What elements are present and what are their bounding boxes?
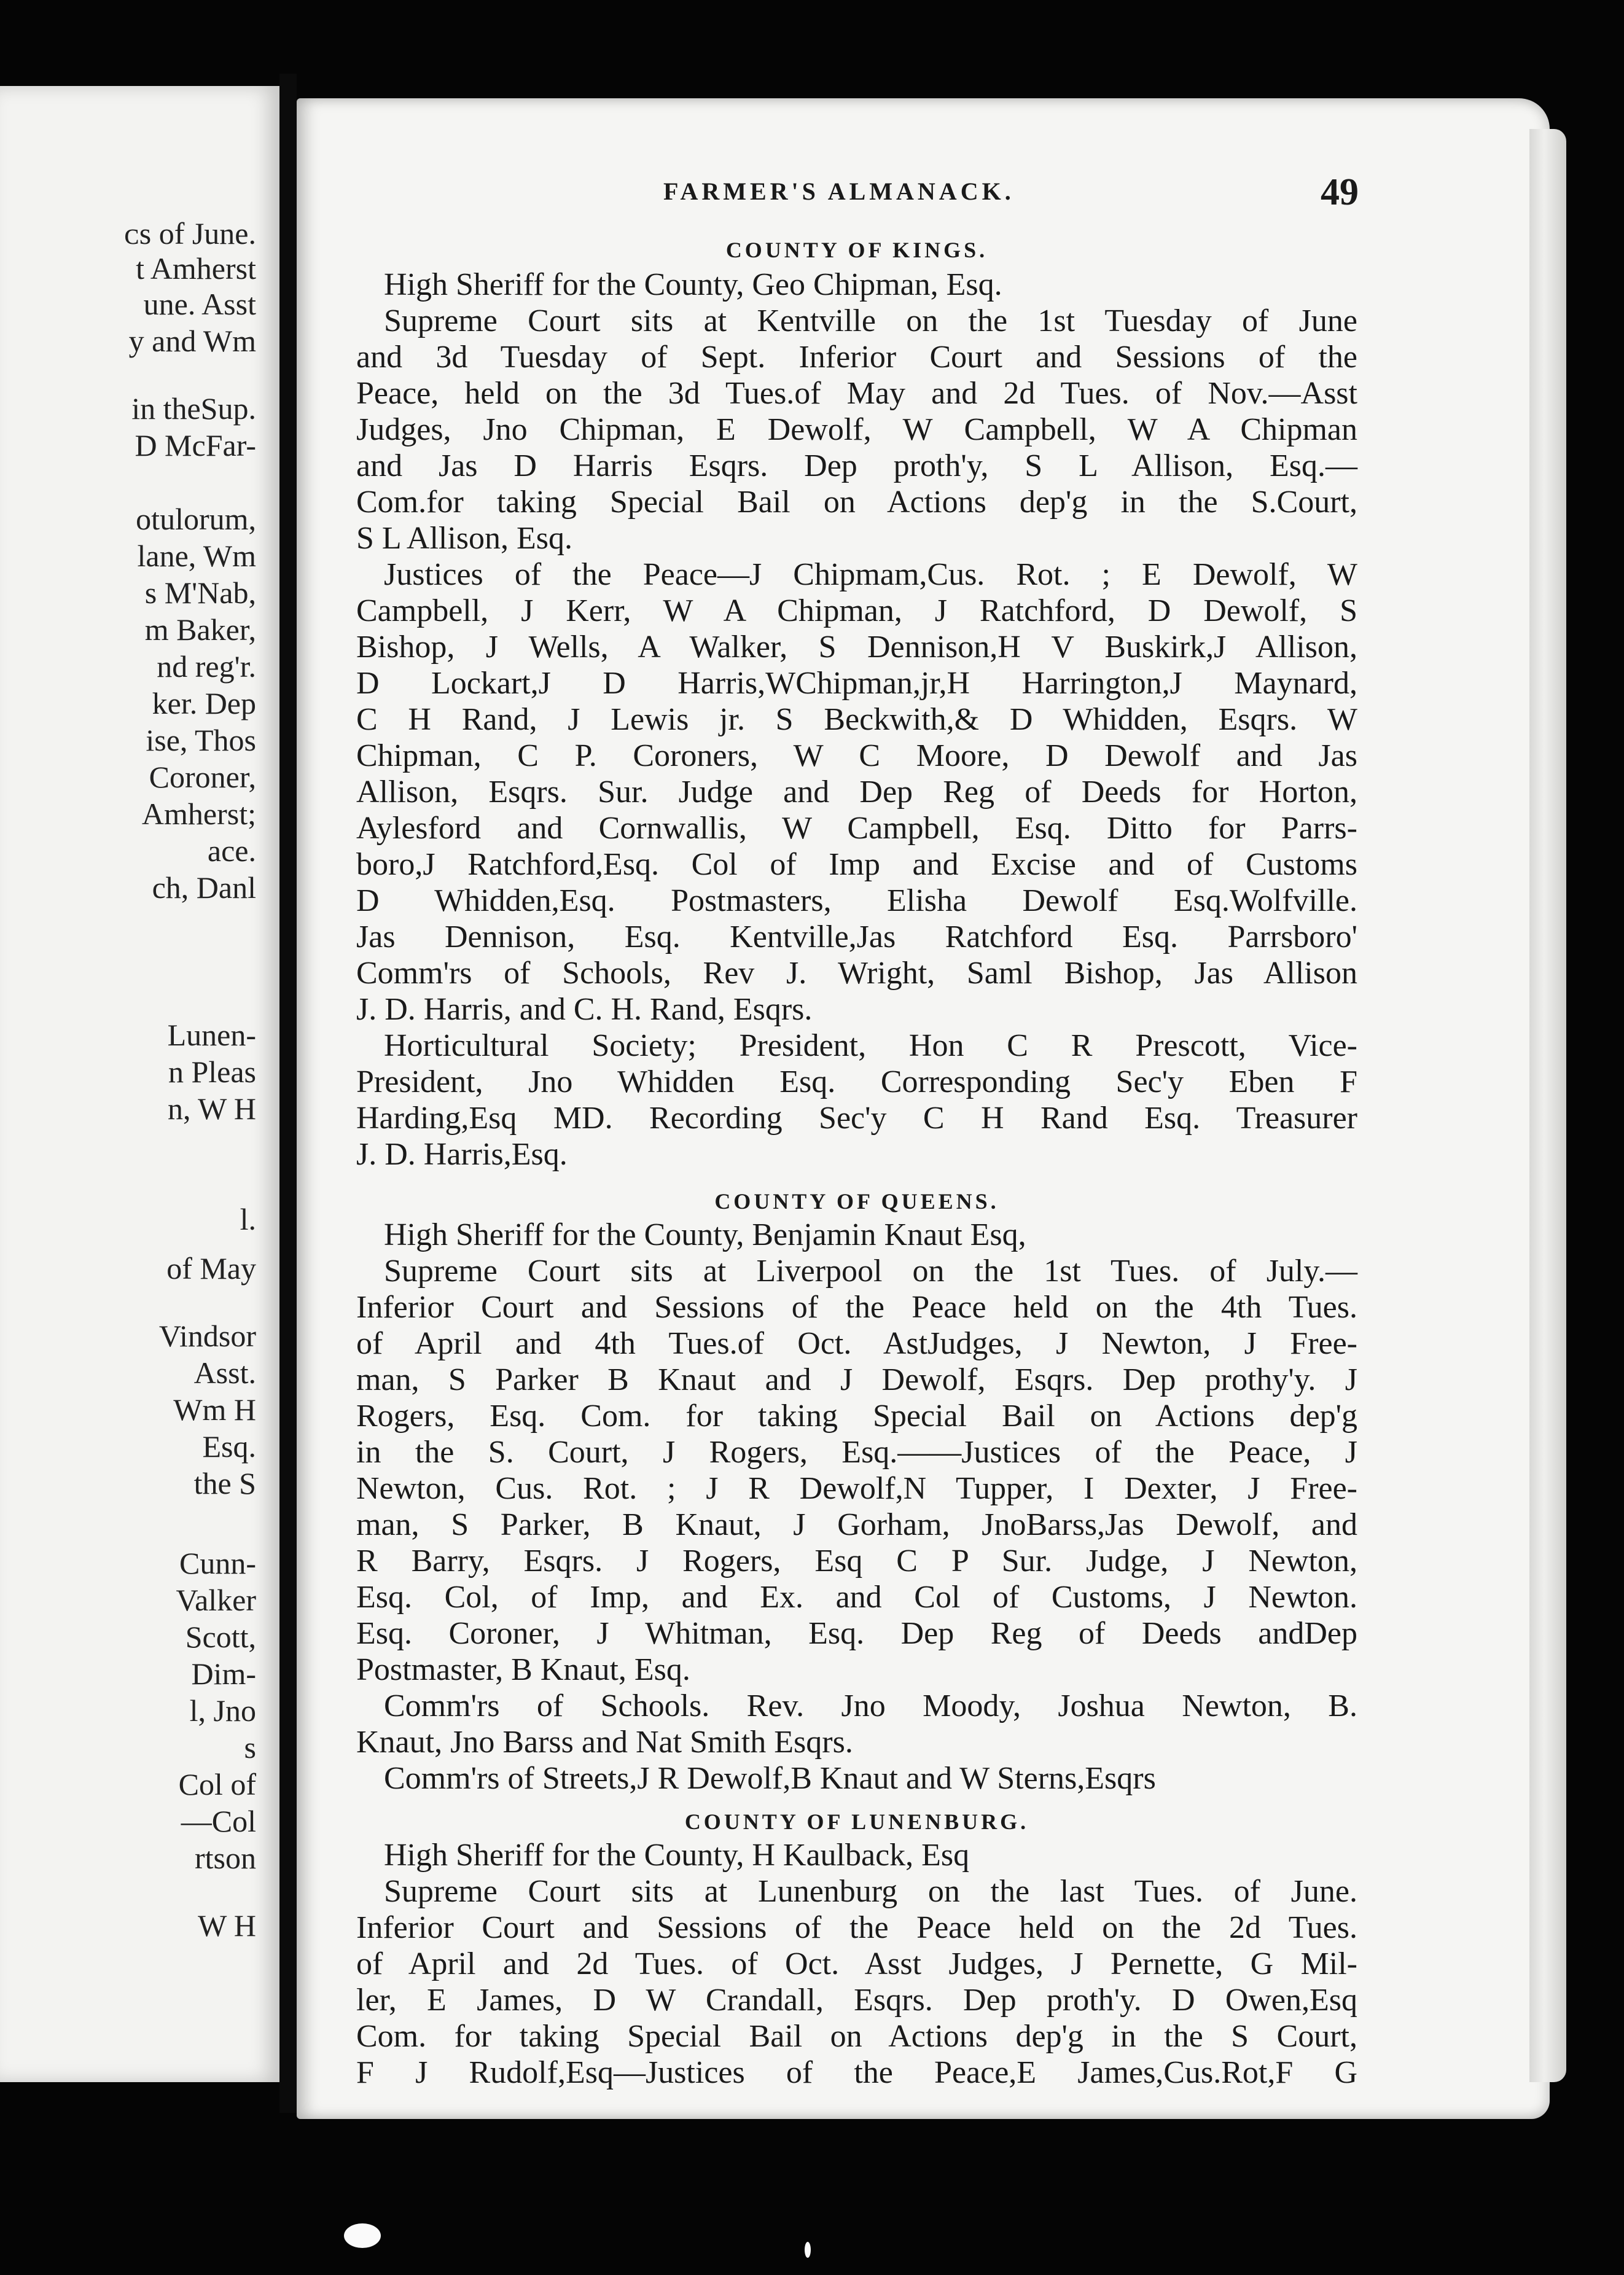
kings-text-line: Horticultural Society; President, Hon C R Prescott, Vice- [384, 1028, 1357, 1063]
page-number: 49 [1321, 171, 1359, 213]
kings-text-line: Supreme Court sits at Kentville on the 1st Tuesday of June [384, 303, 1357, 338]
left-page-fragment: of May [166, 1251, 256, 1286]
kings-text-line: Jas Dennison, Esq. Kentville,Jas Ratchford Esq. Parrsboro' [356, 919, 1357, 954]
left-page-fragment: Amherst; [141, 797, 256, 831]
left-page-fragment: Dim- [191, 1656, 256, 1691]
book-gutter [279, 74, 297, 2113]
left-page-fragment: l. [240, 1202, 256, 1236]
kings-heading: COUNTY OF KINGS. [725, 238, 988, 262]
left-page-fragment: Scott, [185, 1620, 256, 1654]
queens-text-line: Inferior Court and Sessions of the Peace held on the 4th Tues. [356, 1290, 1357, 1325]
left-page-fragment: l, Jno [189, 1693, 256, 1728]
kings-text-line: D Lockart,J D Harris,WChipman,jr,H Harrington,J Maynard, [356, 666, 1357, 701]
queens-text-line: Comm'rs of Schools. Rev. Jno Moody, Joshua Newton, B. [384, 1688, 1357, 1723]
kings-text-line: Chipman, C P. Coroners, W C Moore, D Dewolf and Jas [356, 738, 1357, 773]
left-page-fragment: Lunen- [167, 1018, 256, 1052]
queens-text-line: Comm'rs of Streets,J R Dewolf,B Knaut and W Sterns,Esqrs [384, 1761, 1156, 1796]
kings-text-line: D Whidden,Esq. Postmasters, Elisha Dewolf Esq.Wolfville. [356, 883, 1357, 918]
lunenburg-text-line: ler, E James, D W Crandall, Esqrs. Dep proth'y. D Owen,Esq [356, 1983, 1357, 2018]
left-page-fragment: W H [198, 1908, 256, 1943]
kings-text-line: Campbell, J Kerr, W A Chipman, J Ratchford, D Dewolf, S [356, 593, 1357, 628]
kings-text-line: Harding,Esq MD. Recording Sec'y C H Rand Esq. Treasurer [356, 1101, 1357, 1136]
lunenburg-text-line: Inferior Court and Sessions of the Peace held on the 2d Tues. [356, 1910, 1357, 1945]
left-page-fragment: Asst. [193, 1356, 256, 1390]
left-page-fragment: Cunn- [179, 1546, 256, 1580]
lunenburg-text-line: High Sheriff for the County, H Kaulback, Esq [384, 1838, 970, 1873]
scan-speck [344, 2223, 381, 2248]
lunenburg-text-line: of April and 2d Tues. of Oct. Asst Judges, J Pernette, G Mil- [356, 1946, 1357, 1981]
left-page-fragment: n, W H [168, 1091, 256, 1126]
queens-text-line: man, S Parker, B Knaut, J Gorham, JnoBarss,Jas Dewolf, and [356, 1507, 1357, 1542]
left-page-fragment: Esq. [202, 1429, 256, 1464]
queens-text-line: Supreme Court sits at Liverpool on the 1st Tues. of July.— [384, 1254, 1357, 1289]
kings-text-line: Aylesford and Cornwallis, W Campbell, Esq. Ditto for Parrs- [356, 811, 1357, 846]
left-page-fragment: y and Wm [128, 324, 256, 358]
kings-text-line: C H Rand, J Lewis jr. S Beckwith,& D Whidden, Esqrs. W [356, 702, 1357, 737]
lunenburg-heading: COUNTY OF LUNENBURG. [684, 1809, 1029, 1834]
kings-text-line: J. D. Harris,Esq. [356, 1137, 568, 1172]
queens-text-line: Knaut, Jno Barss and Nat Smith Esqrs. [356, 1725, 853, 1760]
lunenburg-text-line: Supreme Court sits at Lunenburg on the last Tues. of June. [384, 1874, 1357, 1909]
kings-text-line: Justices of the Peace—J Chipmam,Cus. Rot. ; E Dewolf, W [384, 557, 1357, 592]
kings-text-line: boro,J Ratchford,Esq. Col of Imp and Excise and of Customs [356, 847, 1357, 882]
queens-text-line: Esq. Coroner, J Whitman, Esq. Dep Reg of Deeds andDep [356, 1616, 1357, 1651]
left-page-fragment: ker. Dep [152, 686, 256, 720]
kings-text-line: Comm'rs of Schools, Rev J. Wright, Saml Bishop, Jas Allison [356, 956, 1357, 991]
kings-text-line: S L Allison, Esq. [356, 521, 573, 556]
left-page-fragment: n Pleas [168, 1055, 256, 1089]
left-page-fragment: Vindsor [158, 1319, 256, 1353]
left-page-fragment: Coroner, [149, 760, 256, 794]
lunenburg-text-line: F J Rudolf,Esq—Justices of the Peace,E James,Cus.Rot,F G [356, 2055, 1357, 2090]
left-page-fragment: ᴄs of June. [124, 216, 256, 251]
left-page-fragment: in theSup. [131, 391, 256, 426]
left-page-fragment: rtson [195, 1841, 256, 1875]
kings-text-line: Allison, Esqrs. Sur. Judge and Dep Reg of Deeds for Horton, [356, 775, 1357, 810]
left-page-fragment: Valker [176, 1583, 256, 1617]
kings-text-line: J. D. Harris, and C. H. Rand, Esqrs. [356, 992, 813, 1027]
queens-text-line: Newton, Cus. Rot. ; J R Dewolf,N Tupper, I Dexter, J Free- [356, 1471, 1357, 1506]
queens-text-line: of April and 4th Tues.of Oct. AstJudges, J Newton, J Free- [356, 1326, 1357, 1361]
page-edge [1529, 129, 1566, 2082]
kings-text-line: and 3d Tuesday of Sept. Inferior Court and Sessions of the [356, 340, 1357, 375]
left-page-fragment: une. Asst [143, 287, 256, 321]
left-page-fragment: the S [193, 1466, 256, 1500]
kings-text-line: Judges, Jno Chipman, E Dewolf, W Campbell, W A Chipman [356, 412, 1357, 447]
queens-text-line: Esq. Col, of Imp, and Ex. and Col of Customs, J Newton. [356, 1580, 1357, 1615]
left-page-fragment: ace. [207, 833, 256, 868]
kings-text-line: Peace, held on the 3d Tues.of May and 2d Tues. of Nov.—Asst [356, 376, 1357, 411]
left-page-fragment: nd reg'r. [157, 649, 256, 684]
left-page-fragment: Col of [178, 1767, 256, 1801]
kings-text-line: Com.for taking Special Bail on Actions dep'g in the S.Court, [356, 485, 1357, 520]
queens-text-line: man, S Parker B Knaut and J Dewolf, Esqrs. Dep prothy'y. J [356, 1362, 1357, 1397]
kings-text-line: President, Jno Whidden Esq. Corresponding Sec'y Eben F [356, 1064, 1357, 1099]
running-head: FARMER'S ALMANACK. [663, 178, 1015, 205]
lunenburg-text-line: Com. for taking Special Bail on Actions dep'g in the S Court, [356, 2019, 1357, 2054]
left-page-fragment: m Baker, [144, 612, 256, 647]
queens-text-line: in the S. Court, J Rogers, Esq.——Justices of the Peace, J [356, 1435, 1357, 1470]
left-page-fragment: ise, Thos [146, 723, 256, 757]
queens-text-line: R Barry, Esqrs. J Rogers, Esq C P Sur. Judge, J Newton, [356, 1543, 1357, 1578]
left-page-fragment: ch, Danl [152, 870, 256, 905]
left-page-fragment: otulorum, [136, 502, 256, 536]
kings-text-line: High Sheriff for the County, Geo Chipman, Esq. [384, 267, 1002, 302]
kings-text-line: Bishop, J Wells, A Walker, S Dennison,H V Buskirk,J Allison, [356, 630, 1357, 665]
left-page-fragment: s M'Nab, [144, 576, 256, 610]
scan-speck [805, 2242, 811, 2258]
left-page-fragment: Wm H [173, 1392, 256, 1427]
left-page-fragment: D McFar- [135, 428, 256, 462]
queens-heading: COUNTY OF QUEENS. [714, 1189, 999, 1214]
queens-text-line: Rogers, Esq. Com. for taking Special Bail on Actions dep'g [356, 1399, 1357, 1434]
left-page-fragment: —Col [181, 1804, 256, 1838]
queens-text-line: Postmaster, B Knaut, Esq. [356, 1652, 690, 1687]
left-facing-page [0, 86, 283, 2082]
queens-text-line: High Sheriff for the County, Benjamin Knaut Esq, [384, 1217, 1026, 1252]
left-page-fragment: t Amherst [136, 251, 256, 286]
kings-text-line: and Jas D Harris Esqrs. Dep proth'y, S L Allison, Esq.— [356, 448, 1357, 483]
left-page-fragment: s [244, 1730, 256, 1765]
left-page-fragment: lane, Wm [137, 539, 256, 573]
